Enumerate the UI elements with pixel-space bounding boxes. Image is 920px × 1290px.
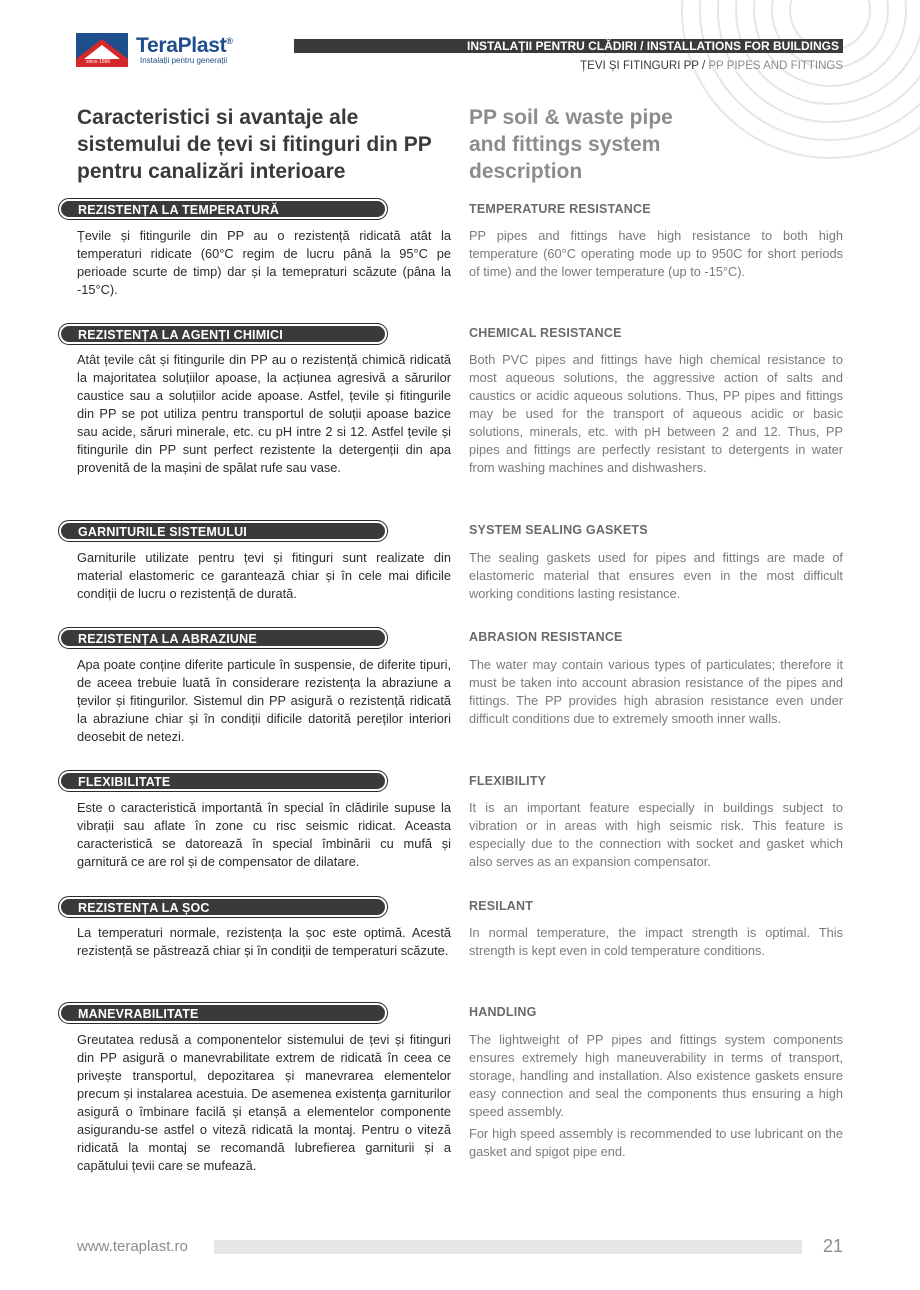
brand-name: TeraPlast® [136, 34, 233, 57]
section-body-flexibility-en: It is an important feature especially in buildings subject to vibration or in areas with high seismic risk. This feature is especially due to the connection with socket and gasket which also serves as an expansion compensator. [469, 800, 843, 869]
footer-bar [214, 1240, 802, 1254]
section-heading-temperature-ro: REZISTENȚA LA TEMPERATURĂ [58, 198, 388, 220]
brand-tagline: Instalații pentru generații [140, 56, 228, 65]
section-body-chemical-ro: Atât țevile cât și fitingurile din PP au o rezistență chimică ridicată la majoritatea soluțiilor apoase, la acțiunea agresivă a sărurilor caustice sau a soluțiilor acide apoase. Astfel, țevile și fitingurile din PP se pot utiliza pentru transportul de soluții apoase bazice sau acide, săruri minerale, etc. cu pH intre 2 si 12. Astfel țevile și fitingurile din PP sunt perfect rezistente la detergenții din apa provenită de la mașini de spălat rufe sau vase. [77, 352, 451, 475]
section-heading-gaskets-ro: GARNITURILE SISTEMULUI [58, 520, 388, 542]
section-body-abrasion-en: The water may contain various types of particulates; therefore it must be taken into account abrasion resistance of the pipes and fittings. The PP provides high abrasion resistance even under difficult conditions due to extremely smooth inner walls. [469, 657, 843, 726]
section-body-gaskets-ro: Garniturile utilizate pentru țevi și fitinguri sunt realizate din material elastomeric ce garantează chiar și în cele mai dificile condiții de lucru o rezistență de durată. [77, 550, 451, 601]
section-heading-abrasion-ro: REZISTENȚA LA ABRAZIUNE [58, 627, 388, 649]
section-heading-chemical-ro: REZISTENȚA LA AGENȚI CHIMICI [58, 323, 388, 345]
section-body-gaskets-en: The sealing gaskets used for pipes and fittings are made of elastomeric material that ensures even in the most difficult working conditions lasting resistance. [469, 550, 843, 601]
header-bar [294, 39, 843, 53]
section-heading-handling-ro: MANEVRABILITATE [58, 1002, 388, 1024]
section-heading-chemical-en: CHEMICAL RESISTANCE [469, 326, 622, 340]
section-body-temperature-ro: Țevile și fitingurile din PP au o rezistență ridicată atât la temperaturi ridicate (60°C regim de lucru până la 95°C pe perioade scurte de timp) dar și la temepraturi scăzute (pâna la -15°C). [77, 228, 451, 297]
header-subtitle: ȚEVI ȘI FITINGURI PP / PP PIPES AND FITTINGS [580, 60, 843, 72]
section-body-handling-en: The lightweight of PP pipes and fittings system components ensures extremely high maneuverability in terms of transport, storage, handling and installation. Also existence gaskets ensure easy connection and seal the components thus ensuring a high speed assembly. [469, 1032, 843, 1119]
section-heading-shock-ro: REZISTENȚA LA ȘOC [58, 896, 388, 918]
section-heading-shock-en: RESILANT [469, 899, 534, 913]
section-heading-temperature-en: TEMPERATURE RESISTANCE [469, 202, 651, 216]
section-body-shock-ro: La temperaturi normale, rezistența la șoc este optimă. Acestă rezistență se păstrează chiar și în condiții de temperaturi scăzute. [77, 925, 451, 958]
header-bar-title: INSTALAȚII PENTRU CLĂDIRI / INSTALLATIONS FOR BUILDINGS [467, 39, 839, 53]
logo-since: since 1896 [86, 59, 111, 65]
section-heading-flexibility-en: FLEXIBILITY [469, 774, 547, 788]
section-body-chemical-en: Both PVC pipes and fittings have high chemical resistance to most aqueous solutions, the aggressive action of salts and caustics or acidic aqueous solutions. Thus, PP pipes and fittings may be used for the transport of aqueous acidic or basic solutions, minerals, etc. with pH between 2 and 12. Thus, PP pipes and fittings are perfectly resistant to detergents in water from washing machines and dishwashers. [469, 352, 843, 475]
section-body-handling-ro: Greutatea redusă a componentelor sistemului de țevi și fitinguri din PP asigură o manevrabilitate extrem de ridicată în ceea ce privește transportul, depozitarea și manevrarea elementelor precum și instalarea acestuia. De asemenea existența garniturilor asigură o îmbinare facilă și etanșă a elementelor componente asigurandu-se astfel o viteză ridicată la montaj. Pentru o viteză ridicată la montaj se recomandă lubrefierea garniturii și a capătului țevii care se mufează. [77, 1032, 451, 1173]
section-heading-flexibility-ro: FLEXIBILITATE [58, 770, 388, 792]
section-body-handling-en-2: For high speed assembly is recommended to use lubricant on the gasket and spigot pipe end. [469, 1126, 843, 1159]
section-heading-abrasion-en: ABRASION RESISTANCE [469, 630, 623, 644]
page-title-ro: Caracteristici si avantaje ale sistemului de țevi si fitinguri din PP pentru canalizări interioare [77, 106, 432, 183]
page-title-en: PP soil & waste pipe and fittings system description [469, 106, 673, 183]
section-heading-gaskets-en: SYSTEM SEALING GASKETS [469, 523, 648, 537]
section-body-abrasion-ro: Apa poate conține diferite particule în suspensie, de diferite tipuri, de aceea trebuie luată în considerare rezistența la abraziune a țevilor și fitingurilor. Sistemul din PP asigură o rezistență ridicată la abraziune chiar și în condiții dificile datorită pereților interiori deosebit de netezi. [77, 657, 451, 744]
section-body-flexibility-ro: Este o caracteristică importantă în special în clădirile supuse la vibrații sau aflate în zone cu risc seismic ridicat. Aceasta caracteristică se datorează în special îmbinării cu mufă și garnitură ce are rol și de compensator de dilatare. [77, 800, 451, 869]
section-body-shock-en: In normal temperature, the impact strength is optimal. This strength is kept even in cold temperature conditions. [469, 925, 843, 958]
page-number: 21 [822, 1236, 843, 1256]
footer-url[interactable]: www.teraplast.ro [77, 1238, 188, 1255]
section-body-temperature-en: PP pipes and fittings have high resistance to both high temperature (60°C operating mode up to 950C for short periods of time) and the lower temperature (up to -15°C). [469, 228, 843, 279]
section-heading-handling-en: HANDLING [469, 1005, 537, 1019]
